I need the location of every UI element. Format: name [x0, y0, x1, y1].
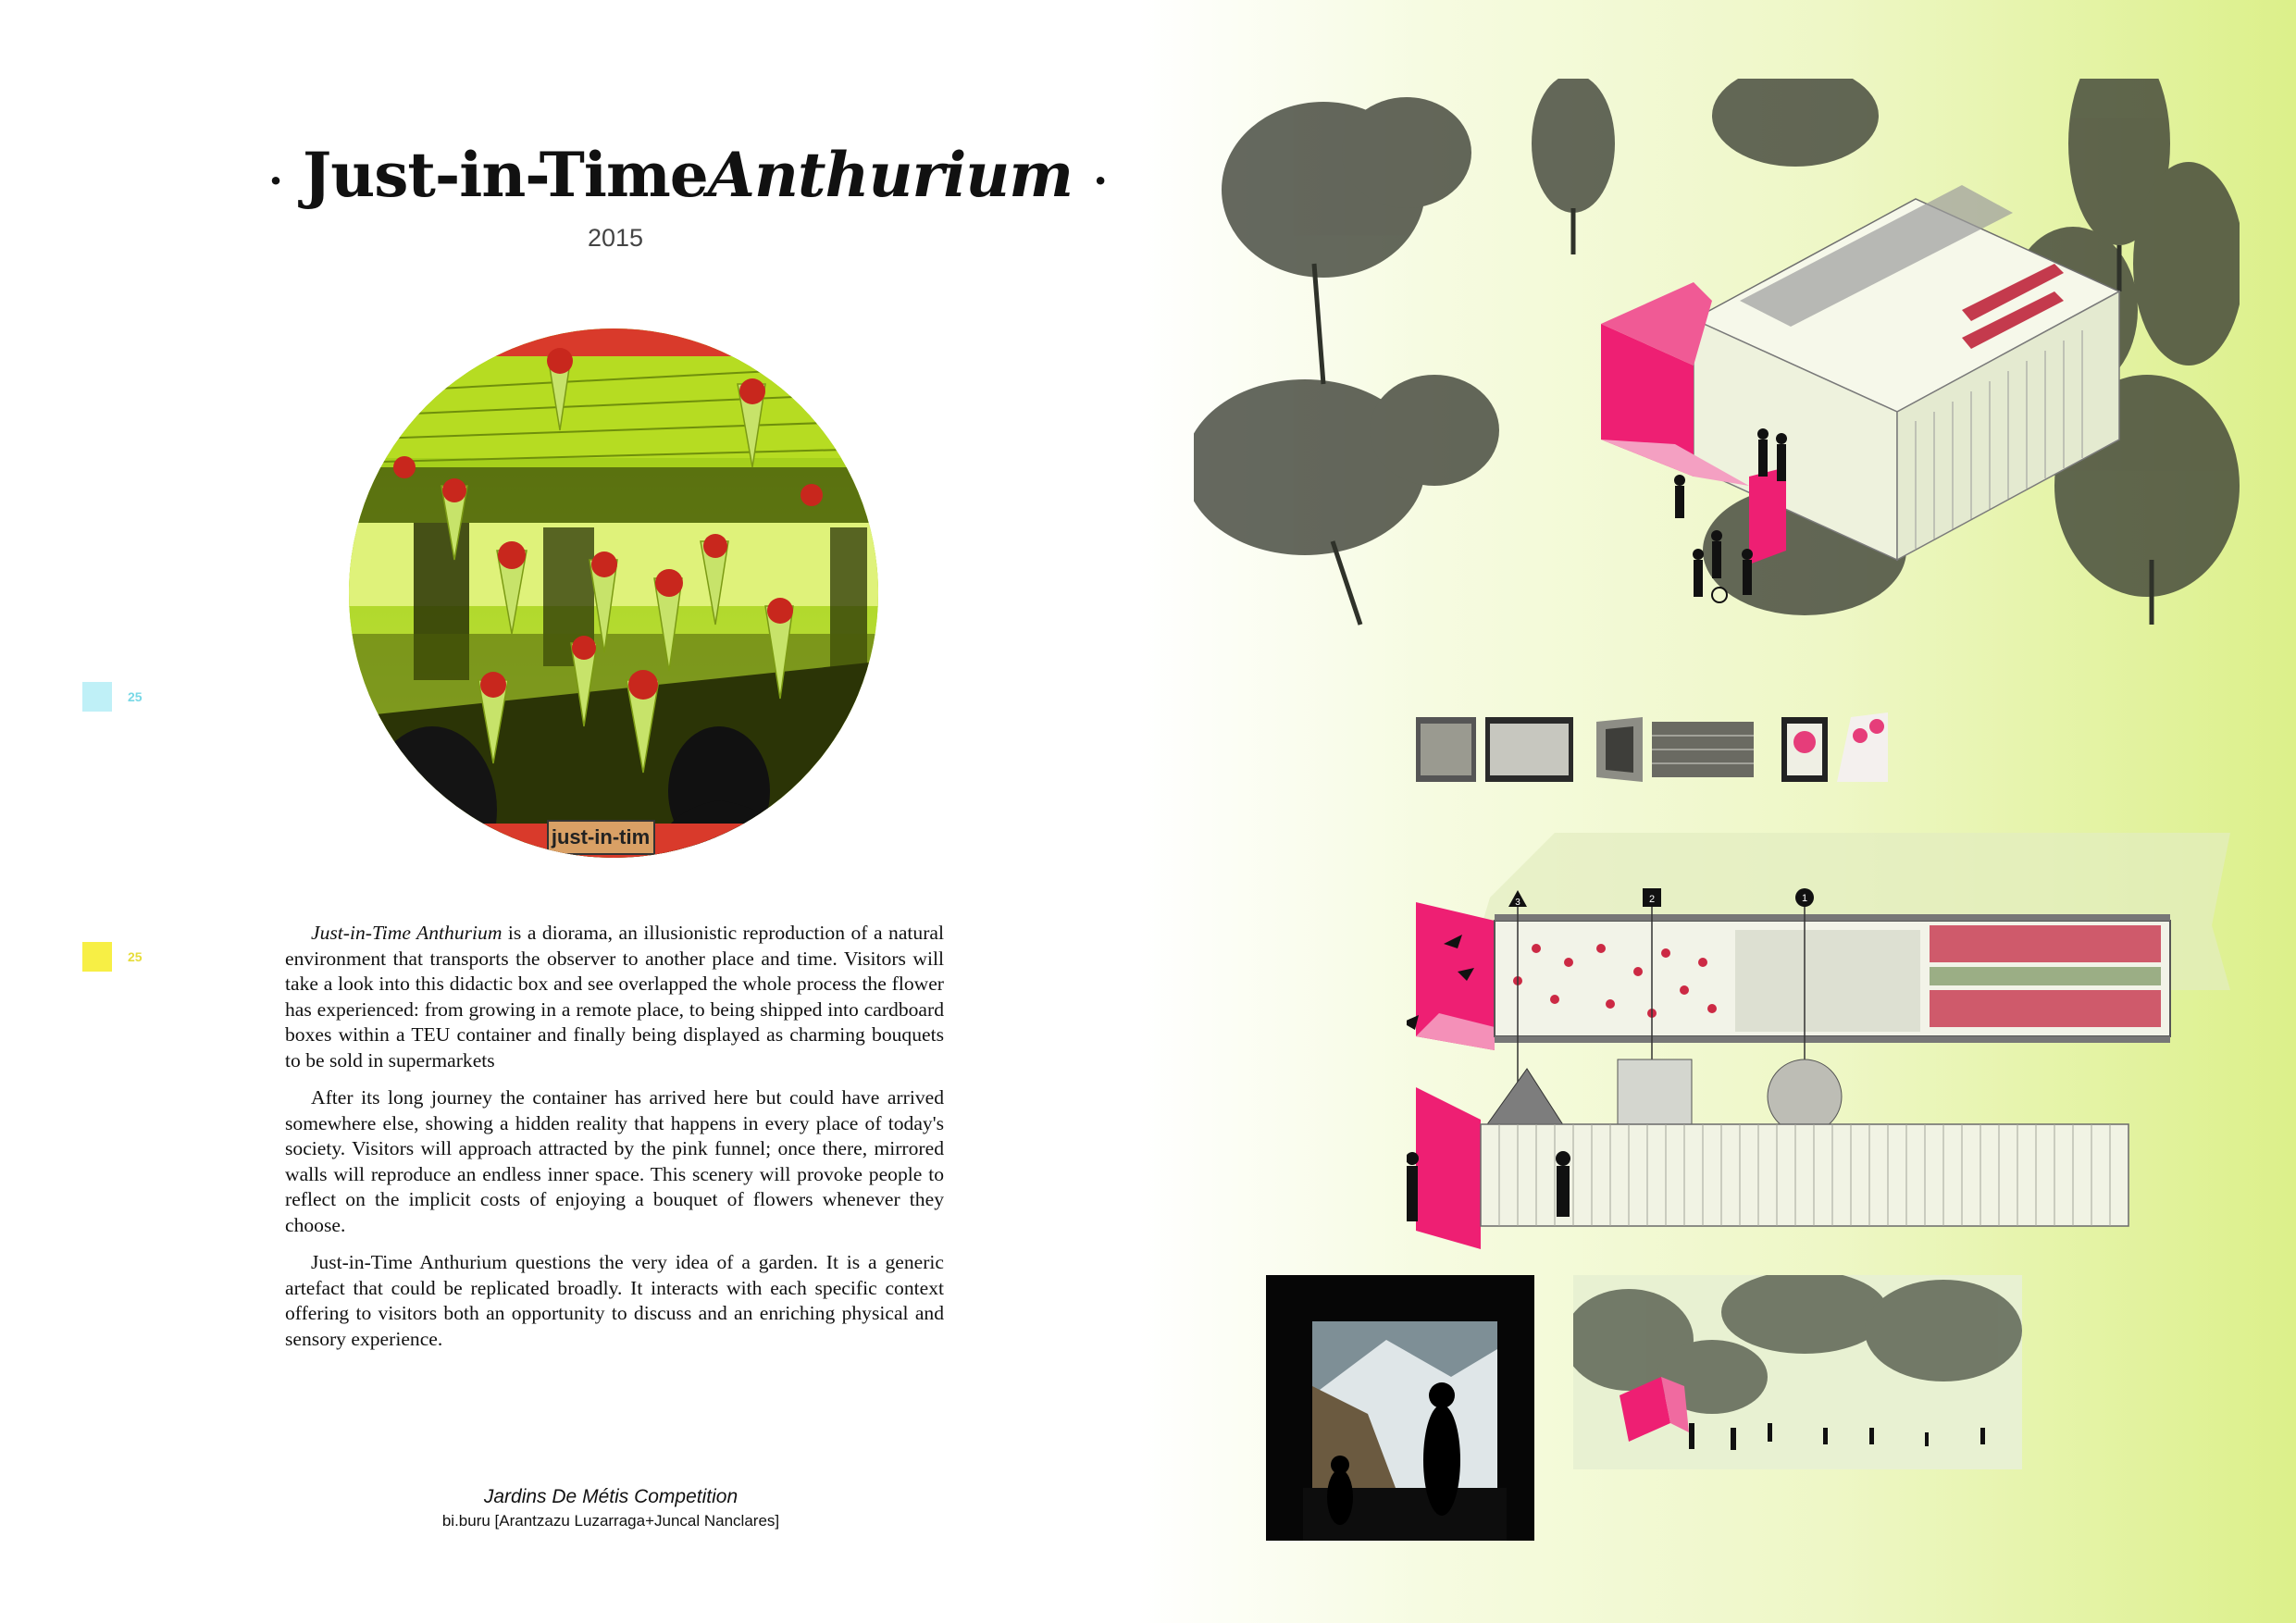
axonometric-drawing	[1194, 79, 2240, 634]
paragraph-2: After its long journey the container has arrived here but could have arrived somewhere else, showing a hidden reality that happens in every place of today's society. Visitors will approach attracted by the pink funnel; once there, mirrored walls will reproduce an endless inner space. This scenery will provoke people to reflect on the implicit costs of enjoying a bouquet of flowers whenever they choose.	[285, 1086, 944, 1236]
diorama-photo	[1266, 1275, 1534, 1541]
credits	[278, 1486, 944, 1530]
title-italic: Anthurium	[707, 139, 1074, 211]
right-page	[1138, 0, 2296, 1623]
interior-sign-text: just-in-tim	[551, 825, 651, 849]
left-page	[0, 0, 1138, 1623]
interior-render-illustration	[349, 328, 878, 858]
page-marker-yellow	[82, 942, 112, 972]
project-year: 2015	[587, 224, 644, 252]
paragraph-1-lead: Just-in-Time Anthurium	[311, 922, 503, 944]
section-drawing	[1407, 814, 2258, 1249]
paragraph-1-text: is a diorama, an illusionistic reproduction of a natural environment that transports the observer to another place and time. Visitors will take a look into this didactic box and see overlapped the whole process the flower has experienced: from growing in a remote place, to being shipped into cardboard boxes within a TEU container and finally being displayed as charming bouquets to be sold in supermarkets	[285, 922, 944, 1072]
authors: bi.buru [Arantzazu Luzarraga+Juncal Nanclares]	[441, 1512, 780, 1530]
section-marker-2: 2	[1648, 894, 1656, 905]
paragraph-3: Just-in-Time Anthurium questions the very idea of a garden. It is a generic artefact that could be replicated broadly. It interacts with each specific context offering to visitors both an opportunity to discuss and an enriching physical and sensory experience.	[285, 1251, 944, 1350]
process-thumbnails	[1416, 712, 1980, 787]
competition-name: Jardins De Métis Competition	[483, 1486, 738, 1507]
page-marker-cyan	[82, 682, 112, 712]
page-marker-yellow-label: 25	[128, 949, 143, 964]
interior-render-circle	[349, 328, 878, 858]
title-bullet-right: ·	[1093, 155, 1108, 205]
section-marker-1: 1	[1801, 893, 1808, 904]
garden-perspective	[1573, 1275, 2022, 1469]
paragraph-1	[285, 921, 944, 1073]
page-title	[268, 139, 1108, 211]
body-text	[285, 921, 944, 1364]
page-marker-cyan-label: 25	[128, 689, 143, 704]
section-marker-3: 3	[1515, 898, 1520, 908]
title-bullet-left: ·	[268, 155, 283, 205]
title-main: Just-in-Time	[303, 139, 708, 211]
